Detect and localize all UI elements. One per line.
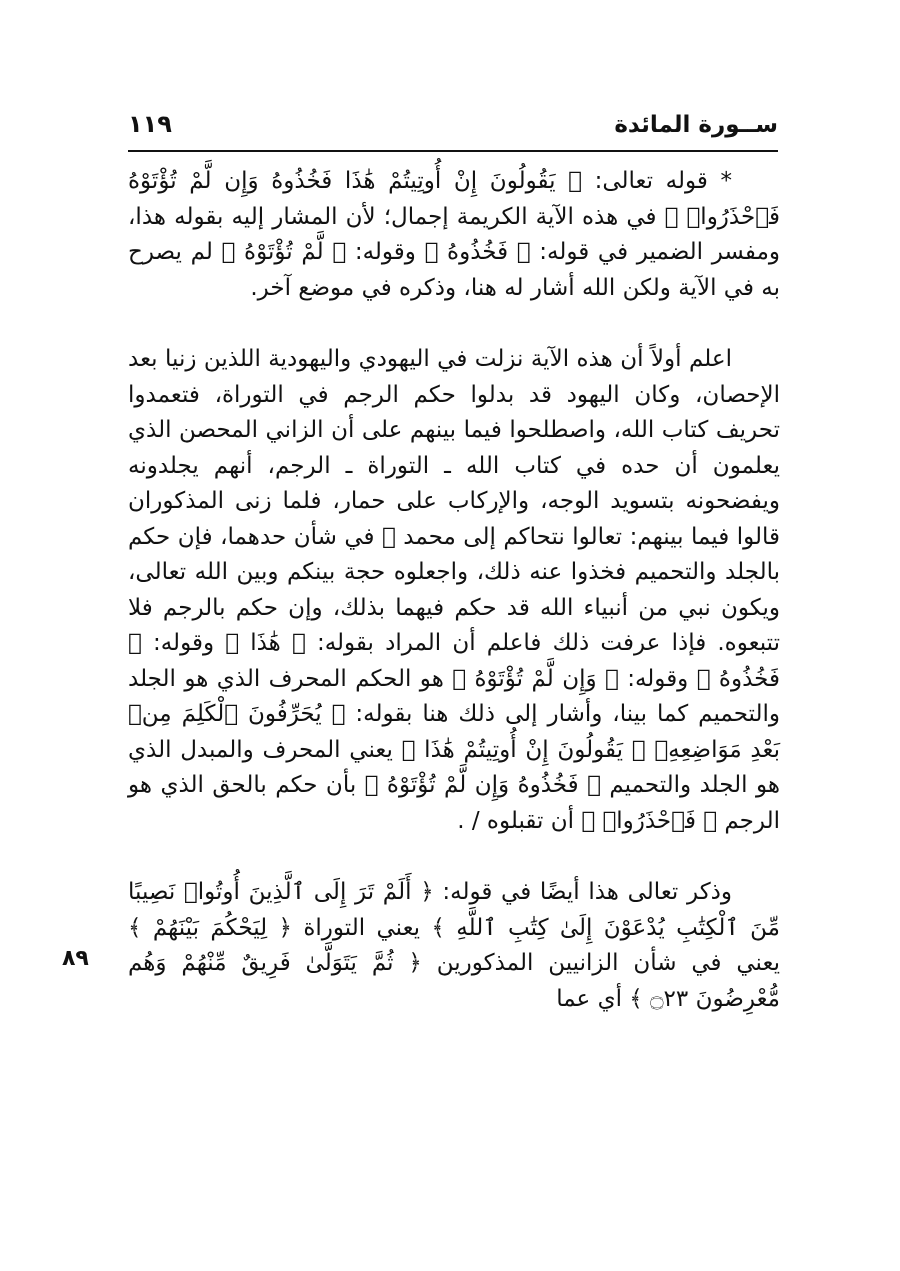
paragraph-2: اعلم أولاً أن هذه الآية نزلت في اليهودي واليهودية اللذين زنيا بعد الإحصان، وكان اليهود قد بدلوا حكم الرجم في التوراة، فتعمدوا تحريف كتاب الله، واصطلحوا فيما بينهم على أن الزاني المحصن الذي يعلمون أن حده في كتاب الله ـ التوراة ـ الرجم، أنهم يجلدونه ويفضحونه بتسويد الوجه، والإركاب على حمار، فلما زنى المذكوران قالوا فيما بينهم: تعالوا نتحاكم إلى محمد ﷺ في شأن حدهما، فإن حكم بالجلد والتحميم فخذوا عنه ذلك، واجعلوه حجة بينكم وبين الله تعالى، ويكون نبي من أنبياء الله قد حكم فيهما بذلك، وإن حكم بالرجم فلا تتبعوه. فإذا عرفت ذلك فاعلم أن المراد بقوله: ﴿ هَٰذَا ﴾ وقوله: ﴿ فَخُذُوهُ ﴾ وقوله: ﴿ وَإِن لَّمْ تُؤْتَوْهُ ﴾ هو الحكم المحرف الذي هو الجلد والتحميم كما بينا، وأشار إلى ذلك هنا بقوله: ﴿ يُحَرِّفُونَ ٱلْكَلِمَ مِنۢ بَعْدِ مَوَاضِعِهِۦ ۖ يَقُولُونَ إِنْ أُوتِيتُمْ هَٰذَا ﴾ يعني المحرف والمبدل الذي هو الجلد والتحميم ﴿ فَخُذُوهُ وَإِن لَّمْ تُؤْتَوْهُ ﴾ بأن حكم بالحق الذي هو الرجم ﴿ فَٱحْذَرُوا۟ ﴾ أن تقبلوه / .	[128, 346, 780, 834]
paragraph-1: * قوله تعالى: ﴿ يَقُولُونَ إِنْ أُوتِيتُمْ هَٰذَا فَخُذُوهُ وَإِن لَّمْ تُؤْتَوْهُ فَٱحْذَرُوا۟ ﴾ في هذه الآية الكريمة إجمال؛ لأن المشار إليه بقوله هذا، ومفسر الضمير في قوله: ﴿ فَخُذُوهُ ﴾ وقوله: ﴿ لَّمْ تُؤْتَوْهُ ﴾ لم يصرح به في الآية ولكن الله أشار له هنا، وذكره في موضع آخر.	[128, 168, 780, 301]
page-header	[128, 106, 778, 152]
page-number: ١١٩	[128, 110, 172, 138]
margin-page-reference: ٨٩	[62, 946, 89, 971]
paragraph-3: وذكر تعالى هذا أيضًا في قوله: ﴿ أَلَمْ تَرَ إِلَى ٱلَّذِينَ أُوتُوا۟ نَصِيبًا مِّنَ ٱلْكِتَٰبِ يُدْعَوْنَ إِلَىٰ كِتَٰبِ ٱللَّهِ ﴾ يعني التوراة ﴿ لِيَحْكُمَ بَيْنَهُمْ ﴾ يعني في شأن الزانيين المذكورين ﴿ ثُمَّ يَتَوَلَّىٰ فَرِيقٌ مِّنْهُمْ وَهُم مُّعْرِضُونَ ۝٢٣ ﴾ أي عما	[128, 879, 780, 1012]
page-body	[128, 164, 780, 1017]
surah-title: ســورة المائدة	[614, 112, 778, 138]
